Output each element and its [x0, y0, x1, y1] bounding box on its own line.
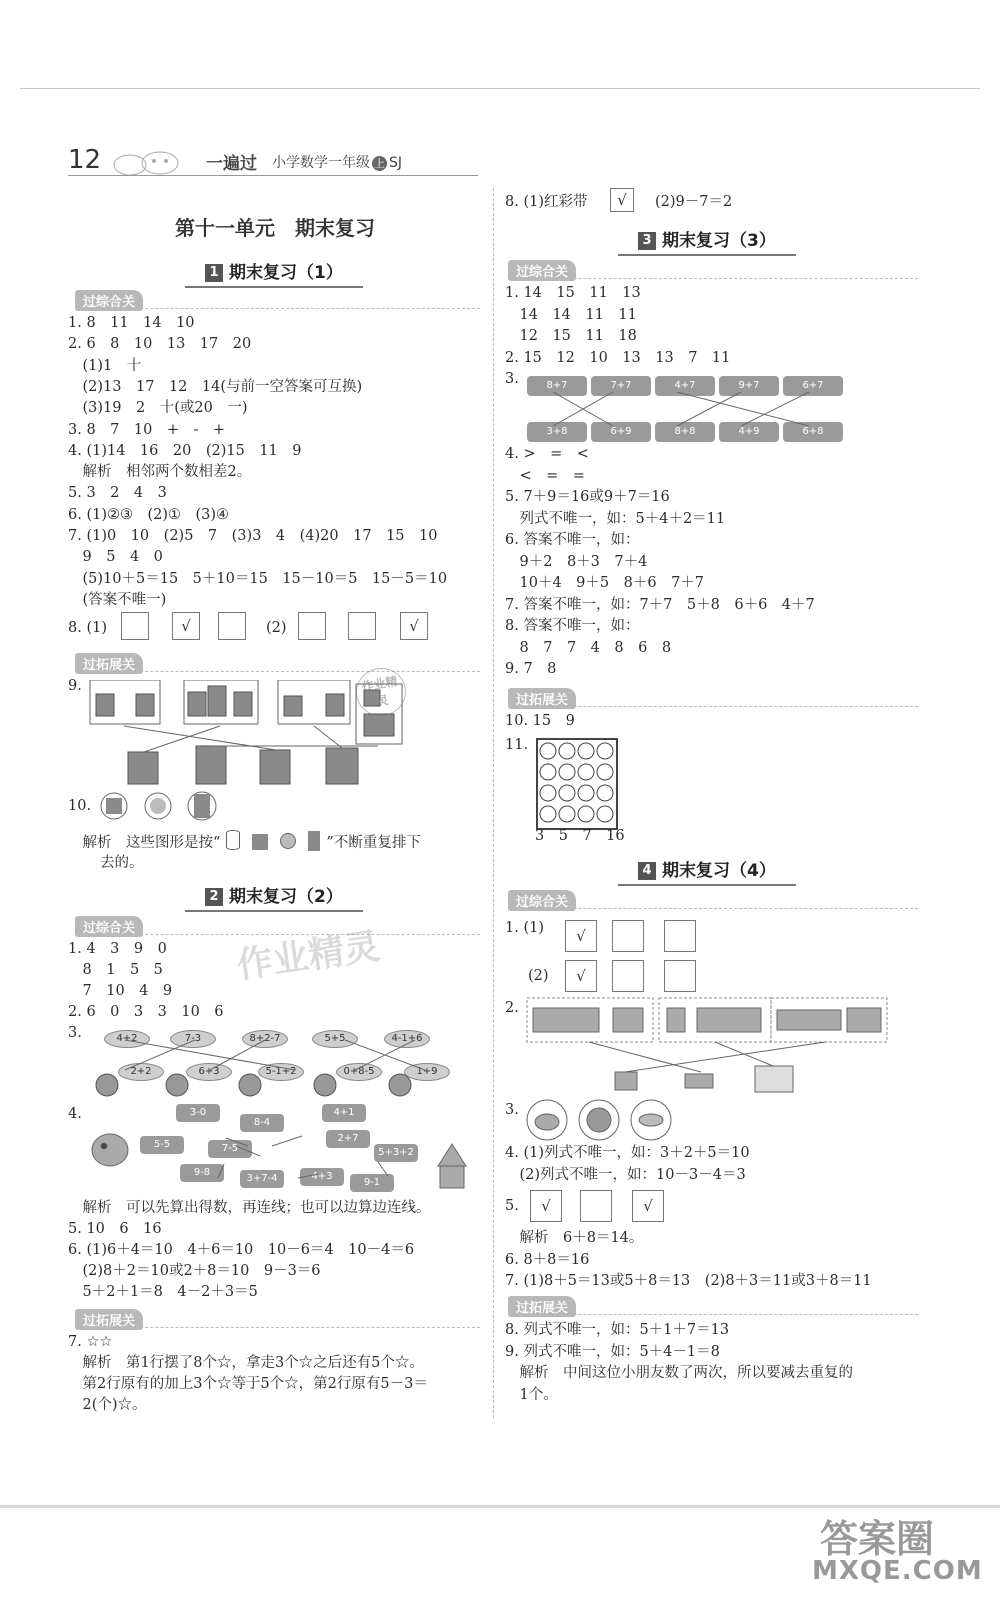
circle-mark	[578, 785, 594, 801]
tag-extend: 过拓展关	[508, 1296, 576, 1317]
expression-card: 9-8	[180, 1164, 224, 1182]
answer-line: 第2行原有的加上3个☆等于5个☆，第2行原有5－3＝	[68, 1376, 428, 1392]
answer-line: 5. 3 2 4 3	[68, 485, 167, 502]
expression-card: 7+7	[591, 376, 651, 396]
expression-card: 2+2	[118, 1063, 164, 1081]
expression-card: 6+9	[591, 422, 651, 442]
answer-line: (5)10＋5＝15 5＋10＝15 15－10＝5 15－5＝10	[68, 570, 448, 587]
q8-label-2: (2)	[266, 620, 287, 636]
expression-card: 3-0	[176, 1104, 220, 1122]
r-q8-label: 8. (1)红彩带	[505, 194, 588, 210]
expression-card: 7-5	[208, 1140, 252, 1158]
q9-label: 9.	[68, 678, 82, 694]
answer-line: 7. (1)0 10 (2)5 7 (3)3 4 (4)20 17 15 10	[68, 528, 438, 544]
circle-mark	[578, 764, 594, 780]
answer-line: 7 10 4 9	[68, 983, 173, 999]
answer-line: 9. 7 8	[505, 661, 557, 677]
answer-line: 12 15 11 18	[505, 328, 637, 344]
answer-line: 5. 7＋9＝16或9＋7＝16	[505, 489, 670, 505]
answer-box: √	[610, 188, 634, 212]
expression-card: 3+7-4	[240, 1170, 284, 1188]
answer-box	[580, 1190, 612, 1222]
tag-consolidate: 过综合关	[508, 260, 576, 281]
answer-box	[218, 612, 246, 640]
answer-line: 7. ☆☆	[68, 1334, 113, 1350]
circle-mark	[578, 806, 594, 822]
volume-mark: 上	[374, 157, 385, 170]
answer-line: 8 1 5 5	[68, 962, 163, 978]
answer-line: < = =	[505, 467, 585, 484]
q10-explanation-tail: 去的。	[100, 855, 144, 871]
tag-rule	[508, 1314, 918, 1315]
q4-decor	[88, 1116, 468, 1196]
r-q8-part2: (2)9－7＝2	[655, 194, 733, 210]
q11-circle-grid	[536, 738, 618, 830]
q8-label-1: 8. (1)	[68, 620, 107, 636]
header-rule	[68, 175, 478, 176]
answer-box	[612, 920, 644, 952]
answer-box	[298, 612, 326, 640]
tag-rule	[75, 671, 480, 672]
q10-label: 10.	[68, 798, 92, 814]
tag-extend: 过拓展关	[508, 688, 576, 709]
answer-box	[612, 960, 644, 992]
expression-card: 5+3+2	[374, 1144, 418, 1162]
answer-line: 解析 第1行摆了8个☆，拿走3个☆之后还有5个☆。	[68, 1355, 424, 1371]
tag-extend: 过拓展关	[75, 1309, 143, 1330]
answer-line: 解析 6＋8＝14。	[505, 1230, 644, 1246]
answer-line: 2. 6 0 3 3 10 6	[68, 1004, 224, 1020]
q4-label: 4.	[68, 1106, 82, 1122]
r4-q5-label: 5.	[505, 1198, 519, 1214]
page-number: 12	[68, 145, 102, 175]
answer-line: 解析 中间这位小朋友数了两次，所以要减去重复的	[505, 1365, 853, 1381]
answer-box: √	[400, 612, 428, 640]
answer-box: √	[172, 612, 200, 640]
expression-card: 6+3	[186, 1063, 232, 1081]
answer-line: 9. 列式不唯一，如：5＋4－1＝8	[505, 1343, 720, 1360]
answer-line: 1. 8 11 14 10	[68, 315, 195, 331]
circle-mark	[559, 785, 575, 801]
section-2-heading: 2 期末复习（2）	[205, 882, 343, 912]
r4-q1-label-1: 1. (1)	[505, 920, 544, 936]
expression-card: 6+7	[783, 376, 843, 396]
expression-card: 4-1+6	[384, 1030, 430, 1048]
answer-line: 6. (1)②③ (2)① (3)④	[68, 506, 230, 523]
expression-card: 9+7	[719, 376, 779, 396]
expression-card: 8-4	[240, 1114, 284, 1132]
section-4-heading: 4 期末复习（4）	[638, 856, 776, 886]
answer-line: 3.	[68, 1025, 82, 1041]
answer-box: √	[565, 960, 597, 992]
expression-card: 5+5	[312, 1030, 358, 1048]
answer-line: 4. (1)列式不唯一，如：3＋2＋5＝10	[505, 1145, 750, 1161]
answer-line: 14 14 11 11	[505, 306, 637, 323]
expression-card: 4+7	[655, 376, 715, 396]
expression-card: 4+2	[104, 1030, 150, 1048]
tag-rule	[75, 308, 480, 309]
answer-line: 6. 8＋8＝16	[505, 1251, 590, 1268]
circle-mark	[597, 806, 613, 822]
answer-line: 3.	[505, 371, 519, 387]
answer-line: 10. 15 9	[505, 713, 575, 729]
tag-consolidate: 过综合关	[75, 290, 143, 311]
tag-consolidate: 过综合关	[75, 916, 143, 937]
tag-rule	[508, 908, 918, 909]
tag-rule	[508, 278, 918, 279]
answer-line: 1. 4 3 9 0	[68, 941, 167, 957]
answer-box	[348, 612, 376, 640]
answer-box: √	[565, 920, 597, 952]
expression-card: 4+1	[322, 1104, 366, 1122]
watermark-center: 作业精灵	[234, 926, 383, 987]
circle-mark	[540, 743, 556, 759]
sphere-icon	[280, 833, 296, 849]
circle-mark	[597, 785, 613, 801]
answer-line: (答案不唯一)	[68, 591, 167, 608]
q11-numbers: 3 5 7 16	[535, 828, 625, 844]
circle-mark	[597, 743, 613, 759]
answer-line: (2)列式不唯一，如：10－3－4＝3	[505, 1167, 746, 1183]
answer-box: √	[530, 1190, 562, 1222]
circle-mark	[559, 743, 575, 759]
answer-line: 2. 6 8 10 13 17 20	[68, 336, 252, 353]
circle-mark	[559, 806, 575, 822]
answer-line: 2(个)☆。	[68, 1397, 147, 1413]
expression-card: 7-3	[170, 1030, 216, 1048]
circle-mark	[540, 785, 556, 801]
brand-logo-text: 一遍过	[206, 154, 257, 174]
r4-q2-label: 2.	[505, 1000, 519, 1016]
page-header	[68, 145, 478, 179]
r4-q1-label-2: (2)	[528, 968, 549, 984]
answer-line: 6. 答案不唯一，如：	[505, 532, 640, 548]
expression-card: 8+8	[655, 422, 715, 442]
answer-box	[664, 960, 696, 992]
answer-line: 6. (1)6＋4＝10 4＋6＝10 10－6＝4 10－4＝6	[68, 1242, 415, 1258]
column-divider	[493, 188, 494, 1418]
expression-card: 3+8	[527, 422, 587, 442]
answer-line: 8 7 7 4 8 6 8	[505, 639, 672, 656]
watermark-stamp: 作业精灵	[352, 664, 410, 720]
answer-line: 11.	[505, 737, 529, 753]
r4-q2-solid-matching	[525, 996, 890, 1096]
answer-line: (3)19 2 十(或20 一)	[68, 400, 248, 417]
expression-card: 2+7	[326, 1130, 370, 1148]
answer-line: 5＋2＋1＝8 4－2＋3＝5	[68, 1284, 258, 1300]
answer-line: 1. 14 15 11 13	[505, 285, 641, 301]
answer-line: (2)8＋2＝10或2＋8＝10 9－3＝6	[68, 1263, 321, 1279]
answer-line: (2)13 17 12 14(与前一空答案可互换)	[68, 378, 363, 395]
expression-card: 4+3	[300, 1168, 344, 1186]
cube-icon	[252, 834, 268, 850]
unit-title: 第十一单元 期末复习	[175, 216, 375, 240]
tag-extend: 过拓展关	[75, 653, 143, 674]
q10-shape-sequence	[100, 788, 230, 824]
answer-line: 9 5 4 0	[68, 549, 163, 566]
answer-line: (1)1 十	[68, 357, 142, 374]
circle-mark	[578, 743, 594, 759]
expression-card: 4+9	[719, 422, 779, 442]
expression-card: 8+7	[527, 376, 587, 396]
expression-card: 9-1	[350, 1174, 394, 1192]
q10-explanation: 解析 这些图形是按“ ”不断重复排下	[68, 830, 421, 853]
tag-rule	[508, 706, 918, 707]
answer-box: √	[632, 1190, 664, 1222]
book-subtitle: 小学数学一年级 上 SJ	[272, 155, 403, 171]
answer-line: 9＋2 8＋3 7＋4	[505, 553, 648, 570]
answer-box	[121, 612, 149, 640]
expression-card: 5-5	[140, 1136, 184, 1154]
answer-line: 5. 10 6 16	[68, 1221, 162, 1237]
answer-line: 3. 8 7 10 + - +	[68, 421, 226, 438]
cuboid-icon	[308, 831, 320, 851]
footer-watermark-url: MXQE.COM	[812, 1556, 983, 1586]
answer-line: 8. 答案不唯一，如：	[505, 618, 640, 634]
answer-line: 4. (1)14 16 20 (2)15 11 9	[68, 442, 302, 459]
circle-mark	[540, 764, 556, 780]
cylinder-icon	[226, 830, 240, 850]
expression-card: 1+9	[404, 1063, 450, 1081]
section-1-heading: 1 期末复习（1）	[205, 258, 343, 288]
expression-card: 8+2-7	[242, 1030, 288, 1048]
answer-line: 7. (1)8＋5＝13或5＋8＝13 (2)8＋3＝11或3＋8＝11	[505, 1273, 872, 1289]
answer-line: 4. > = <	[505, 446, 589, 462]
r-q3-match-lines	[525, 392, 845, 426]
circle-mark	[540, 806, 556, 822]
expression-card: 5-1+2	[258, 1063, 304, 1081]
answer-line: 解析 相邻两个数相差2。	[68, 464, 252, 481]
tag-consolidate: 过综合关	[508, 890, 576, 911]
r4-q3-label: 3.	[505, 1102, 519, 1118]
circle-mark	[597, 764, 613, 780]
answer-line: 解析 可以先算出得数，再连线；也可以边算边连线。	[68, 1200, 431, 1216]
answer-line: 8. 列式不唯一，如：5＋1＋7＝13	[505, 1322, 730, 1338]
circle-mark	[559, 764, 575, 780]
footer-watermark-logo: 答案圈	[820, 1517, 935, 1561]
section-3-heading: 3 期末复习（3）	[638, 226, 776, 256]
answer-line: 7. 答案不唯一，如：7＋7 5＋8 6＋6 4＋7	[505, 596, 815, 613]
r4-q3-objects	[525, 1098, 675, 1142]
answer-line: 1个。	[505, 1386, 558, 1403]
top-rule	[20, 88, 980, 89]
answer-box	[664, 920, 696, 952]
answer-line: 2. 15 12 10 13 13 7 11	[505, 349, 731, 366]
answer-line: 10＋4 9＋5 8＋6 7＋7	[505, 575, 705, 591]
expression-card: 6+8	[783, 422, 843, 442]
tag-rule	[75, 1327, 480, 1328]
q3-match-lines	[95, 1030, 455, 1100]
expression-card: 0+8-5	[336, 1063, 382, 1081]
answer-line: 列式不唯一，如：5＋4＋2＝11	[505, 510, 726, 527]
